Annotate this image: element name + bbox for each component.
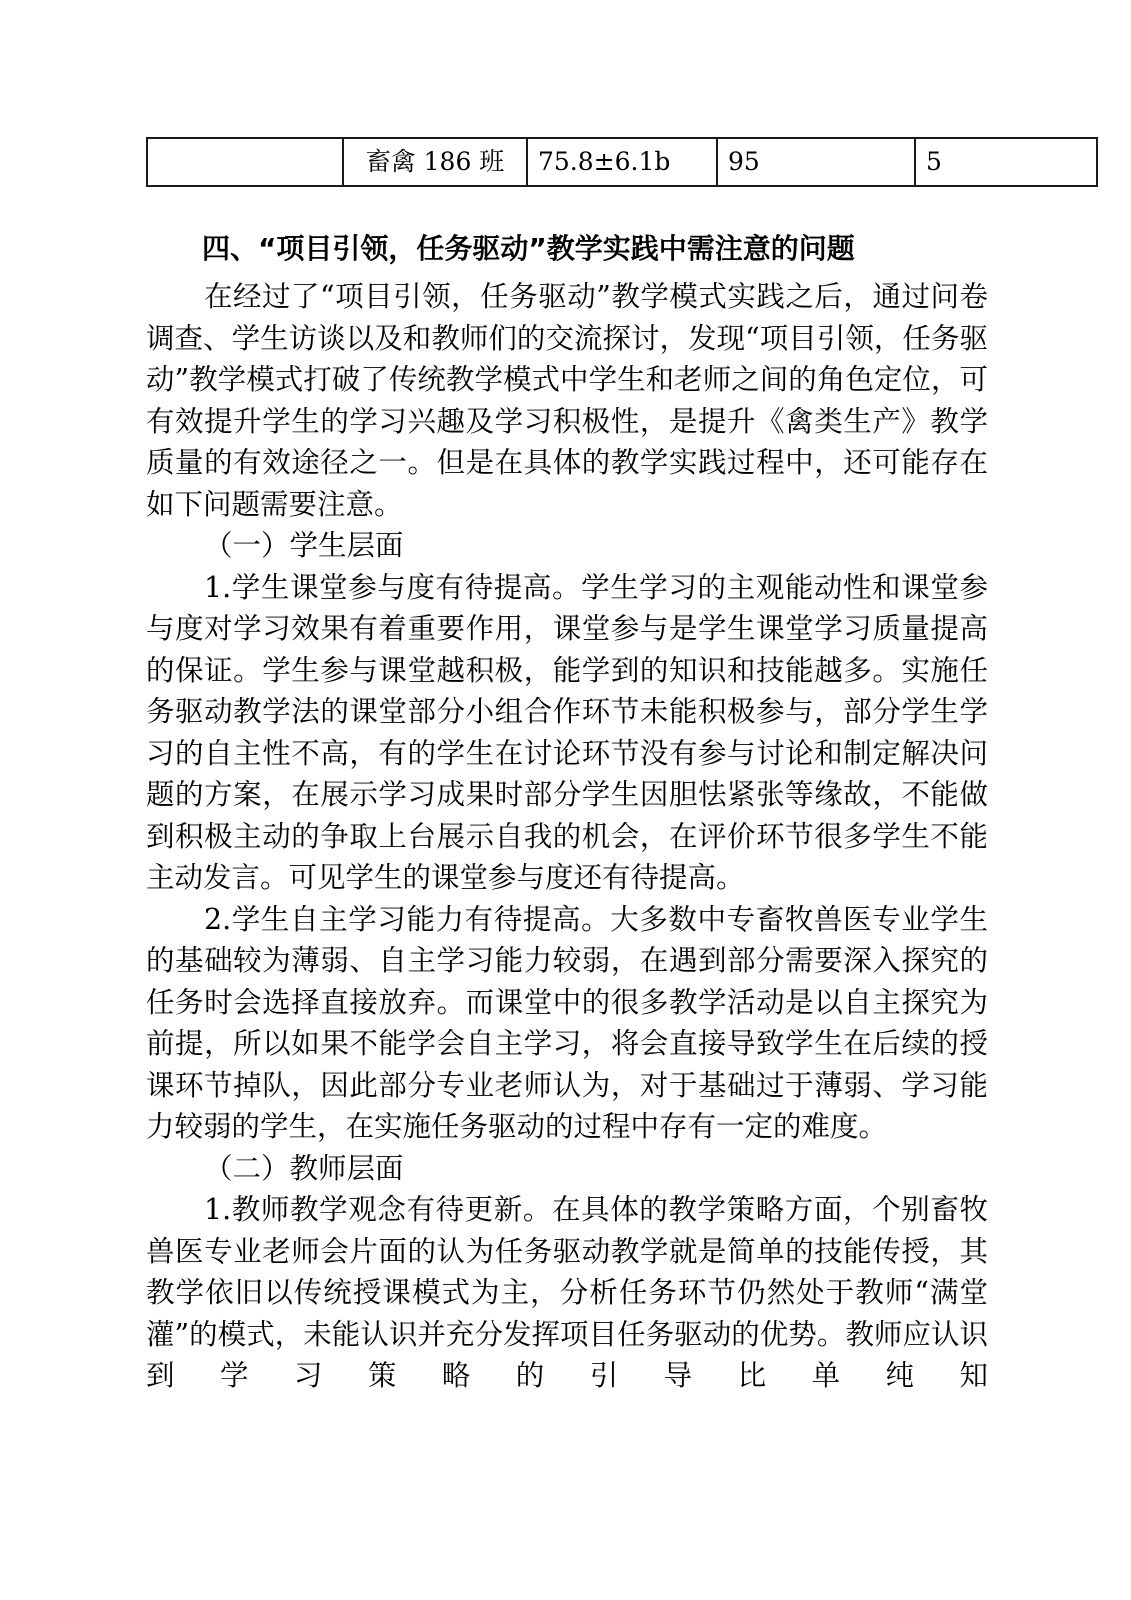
section-heading-four: 四、“项目引领，任务驱动”教学实践中需注意的问题 (202, 232, 855, 265)
table-row (147, 138, 1097, 186)
data-table-fragment (146, 137, 986, 187)
subheading-student-level: （一）学生层面 (204, 529, 404, 562)
paragraph-intro: 在经过了“项目引领，任务驱动”教学模式实践之后，通过问卷调查、学生访谈以及和教师们的交流探讨，发现“项目引领，任务驱动”教学模式打破了传统教学模式中学生和老师之间的角色定位，可有效提升学生的学习兴趣及学习积极性，是提升《禽类生产》教学质量的有效途径之一。但是在具体的教学实践过程中，还可能存在如下问题需要注意。 (146, 280, 988, 521)
table-body (147, 138, 1097, 186)
results-table (146, 137, 1098, 187)
table-cell-max: 95 (717, 138, 915, 186)
subheading-teacher-level: （二）教师层面 (204, 1151, 404, 1185)
paragraph-self-learning: 2.学生自主学习能力有待提高。大多数中专畜牧兽医专业学生的基础较为薄弱、自主学习能力较弱，在遇到部分需要深入探究的任务时会选择直接放弃。而课堂中的很多教学活动是以自主探究为前提，所以如果不能学会自主学习，将会直接导致学生在后续的授课环节掉队，因此部分专业老师认为，对于基础过于薄弱、学习能力较弱的学生，在实施任务驱动的过程中存有一定的难度。 (146, 902, 988, 1143)
table-cell-class-name: 畜禽 186 班 (343, 138, 527, 186)
document-body (146, 228, 988, 1397)
table-cell-count: 5 (915, 138, 1097, 186)
paragraph-teacher-concept: 1.教师教学观念有待更新。在具体的教学策略方面，个别畜牧兽医专业老师会片面的认为任务驱动教学就是简单的技能传授，其教学依旧以传统授课模式为主，分析任务环节仍然处于教师“满堂灌”的模式，未能认识并充分发挥项目任务驱动的优势。教师应认识到学习策略的引导比单纯知 (146, 1193, 988, 1392)
table-cell-mean-sd: 75.8±6.1b (527, 138, 717, 186)
paragraph-student-participation: 1.学生课堂参与度有待提高。学生学习的主观能动性和课堂参与度对学习效果有着重要作用，课堂参与是学生课堂学习质量提高的保证。学生参与课堂越积极，能学到的知识和技能越多。实施任务驱动教学法的课堂部分小组合作环节未能积极参与，部分学生学习的自主性不高，有的学生在讨论环节没有参与讨论和制定解决问题的方案，在展示学习成果时部分学生因胆怯紧张等缘故，不能做到积极主动的争取上台展示自我的机会，在评价环节很多学生不能主动发言。可见学生的课堂参与度还有待提高。 (146, 570, 988, 894)
table-cell-group-label (147, 138, 343, 186)
